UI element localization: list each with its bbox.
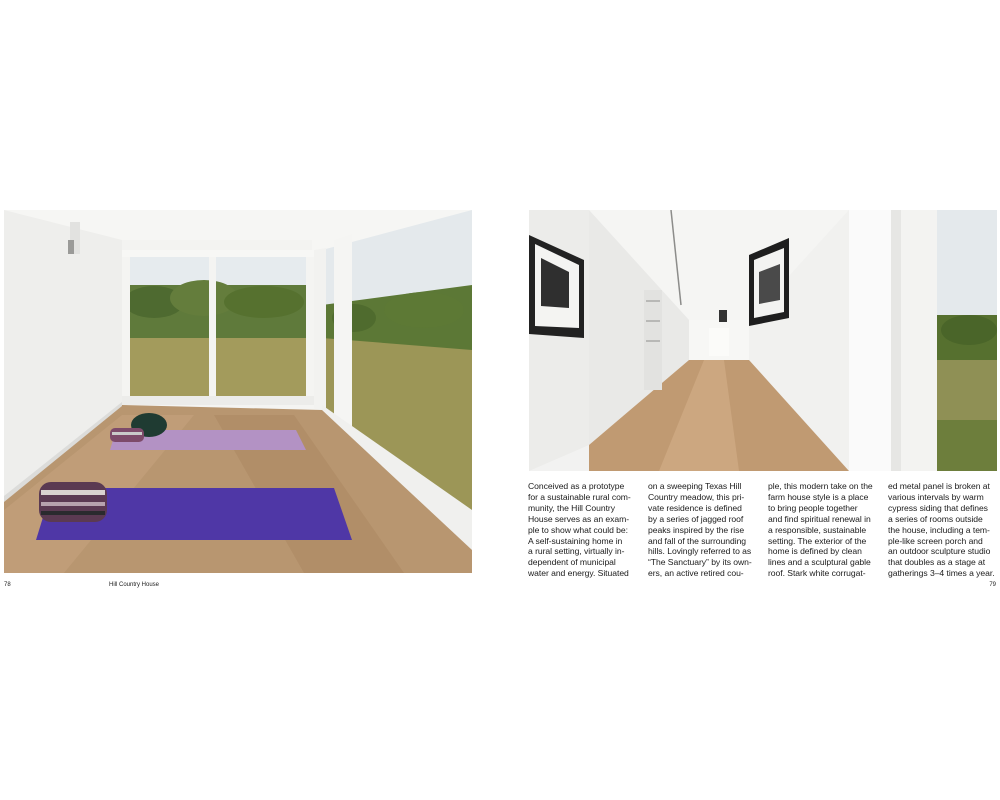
hallway-photo bbox=[529, 210, 997, 471]
text-column-1 bbox=[528, 481, 637, 581]
text-line: ed metal panel is broken at bbox=[888, 481, 990, 491]
page-number-left: 78 bbox=[4, 582, 11, 588]
text-line: ers, an active retired cou- bbox=[648, 568, 744, 579]
text-line: by a series of jagged roof bbox=[648, 513, 744, 524]
text-line: ple, this modern take on the bbox=[768, 481, 873, 491]
text-line: home is defined by clean bbox=[768, 546, 862, 557]
text-column-3 bbox=[768, 481, 877, 581]
text-line: setting. The exterior of the bbox=[768, 535, 867, 546]
text-line: the house, including a tem- bbox=[888, 524, 990, 535]
text-line: a rural setting, virtually in- bbox=[528, 546, 625, 557]
text-line: farm house style is a place bbox=[768, 491, 869, 502]
text-line: gatherings 3–4 times a year. bbox=[888, 568, 995, 579]
text-line: that doubles as a stage at bbox=[888, 557, 986, 568]
text-line: ple-like screen porch and bbox=[888, 535, 983, 546]
body-text bbox=[528, 481, 998, 581]
text-line: various intervals by warm bbox=[888, 491, 984, 502]
text-line: roof. Stark white corrugat- bbox=[768, 568, 866, 579]
text-line: House serves as an exam- bbox=[528, 513, 630, 524]
text-line: on a sweeping Texas Hill bbox=[648, 481, 742, 491]
text-line: to bring people together bbox=[768, 502, 858, 513]
text-line: and find spiritual renewal in bbox=[768, 513, 871, 524]
text-line: and fall of the surrounding bbox=[648, 535, 747, 546]
text-line: Conceived as a prototype bbox=[528, 481, 625, 491]
yoga-room-photo bbox=[4, 210, 472, 573]
text-line: an outdoor sculpture studio bbox=[888, 546, 991, 557]
text-line: vate residence is defined bbox=[648, 502, 742, 513]
text-line: a series of rooms outside bbox=[888, 513, 983, 524]
text-line: “The Sanctuary” by its own- bbox=[648, 557, 752, 568]
text-column-2 bbox=[648, 481, 757, 581]
text-line: water and energy. Situated bbox=[528, 568, 629, 579]
page-number-right: 79 bbox=[989, 582, 996, 588]
text-line: lines and a sculptural gable bbox=[768, 557, 871, 568]
text-line: peaks inspired by the rise bbox=[648, 524, 745, 535]
text-line: Country meadow, this pri- bbox=[648, 491, 745, 502]
text-line: a responsible, sustainable bbox=[768, 524, 867, 535]
text-line: A self-sustaining home in bbox=[528, 535, 623, 546]
right-page bbox=[500, 0, 1000, 800]
text-line: munity, the Hill Country bbox=[528, 502, 615, 513]
text-line: dependent of municipal bbox=[528, 557, 616, 568]
running-title: Hill Country House bbox=[109, 582, 160, 588]
text-line: hills. Lovingly referred to as bbox=[648, 546, 752, 557]
text-line: ple to show what could be: bbox=[528, 524, 628, 535]
text-column-4 bbox=[888, 481, 997, 581]
text-line: cypress siding that defines bbox=[888, 502, 988, 513]
text-line: for a sustainable rural com- bbox=[528, 491, 631, 502]
